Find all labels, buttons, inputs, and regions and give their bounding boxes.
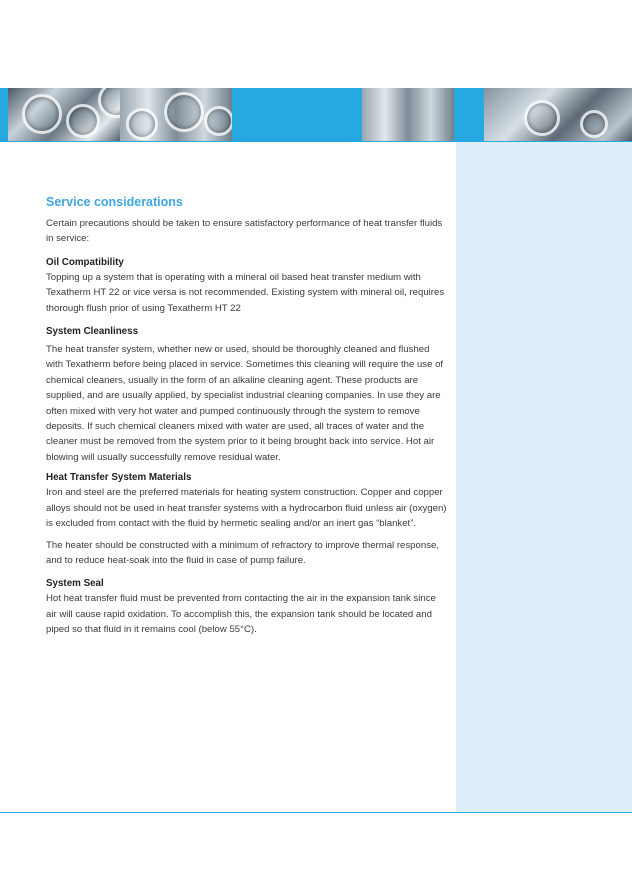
- heading-heat-transfer-materials: Heat Transfer System Materials: [46, 472, 192, 484]
- intro-paragraph: Certain precautions should be taken to ensure satisfactory performance of heat transfer fluids in service:: [46, 218, 443, 245]
- main-content: [46, 195, 448, 647]
- paragraph-oil-compatibility: Topping up a system that is operating with a mineral oil based heat transfer medium with Texatherm HT 22 or vice versa is not recommended. Existing system with mineral oil, requires thorough flush prior of using Texatherm HT 22: [46, 271, 445, 314]
- paragraph-materials-1: Iron and steel are the preferred materials for heating system construction. Copper and copper alloys should not be used in heat transfer systems with a hydrocarbon fluid unless air (oxygen) is excluded from contact with the fluid by hermetic sealing and/or an inert gas “blanket”.: [46, 487, 447, 530]
- side-panel: [456, 142, 632, 812]
- banner-blue-strip-center: [232, 88, 362, 141]
- gear-photo: [362, 88, 454, 141]
- heading-system-seal: System Seal: [46, 578, 104, 590]
- paragraph-materials-2: The heater should be constructed with a minimum of refractory to improve thermal response, and to reduce heat-soak into the fluid in case of pump failure.: [46, 539, 439, 566]
- bearing-photo: [8, 88, 120, 141]
- footer-divider: [0, 812, 632, 813]
- banner-blue-strip-right: [454, 88, 484, 141]
- machinery-photo: [484, 88, 632, 141]
- heading-oil-compatibility: Oil Compatibility: [46, 256, 124, 268]
- heading-system-cleanliness: System Cleanliness: [46, 326, 139, 338]
- banner-blue-strip-left: [0, 88, 8, 141]
- bearing-photo-2: [120, 88, 232, 141]
- paragraph-system-seal: Hot heat transfer fluid must be prevented from contacting the air in the expansion tank since air will cause rapid oxidation. To accomplish this, the expansion tank should be located and piped so that fluid in it remains cool (below 55°C).: [46, 593, 436, 636]
- header-banner: [0, 88, 632, 141]
- section-title: Service considerations: [46, 195, 183, 209]
- paragraph-system-cleanliness: The heat transfer system, whether new or used, should be thoroughly cleaned and flushed with Texatherm before being placed in service. Sometimes this cleaning will require the use of chemical cleaners, usually in the form of an alkaline cleaning agent. These products are supplied, and are usually applied, by specialist industrial cleaning companies. In use they are often mixed with very hot water and pumped continuously through the system to remove deposits. If such chemical cleaners mixed with water are used, all traces of water and the cleaner must be removed from the system prior to it being brought back into service. Hot air blowing will usually successfully remove residual water.: [46, 344, 444, 463]
